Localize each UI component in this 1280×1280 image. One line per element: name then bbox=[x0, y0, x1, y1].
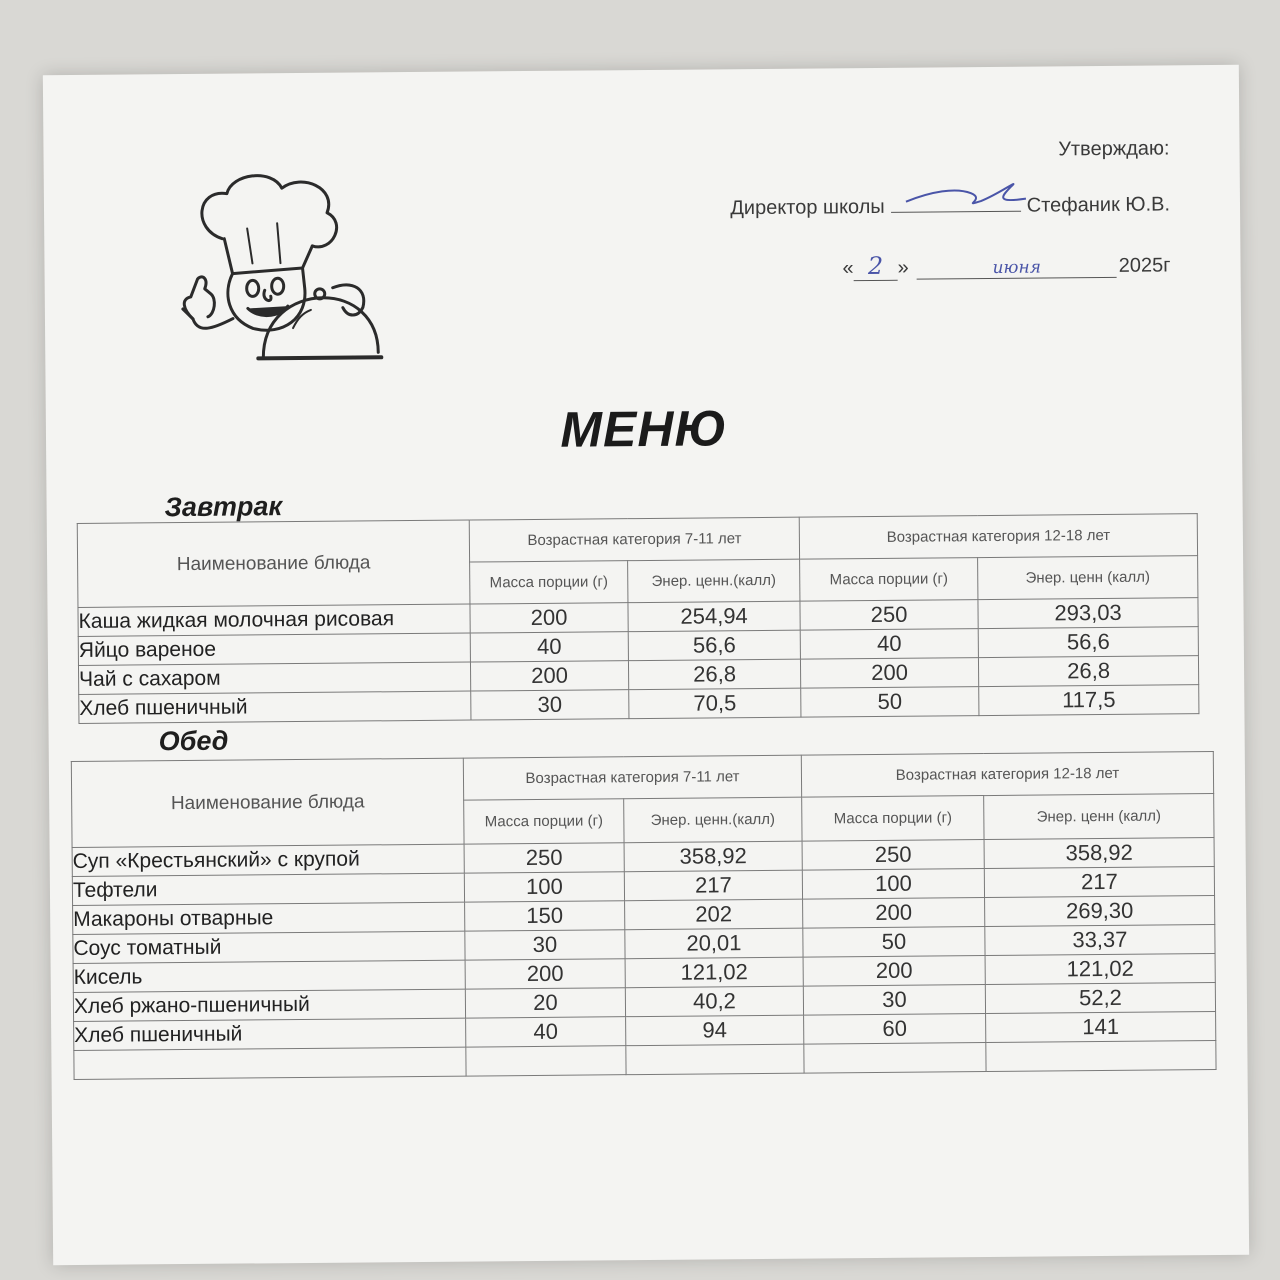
mass-12-18: 100 bbox=[802, 869, 984, 900]
energy-12-18-header: Энер. ценн (калл) bbox=[984, 794, 1214, 840]
energy-7-11-header: Энер. ценн.(калл) bbox=[628, 559, 800, 602]
energy-7-11: 217 bbox=[624, 870, 802, 901]
mass-12-18: 250 bbox=[802, 840, 984, 871]
dish-name: Чай с сахаром bbox=[78, 662, 470, 694]
energy-12-18: 141 bbox=[986, 1012, 1216, 1043]
energy-7-11: 254,94 bbox=[628, 601, 800, 632]
mass-7-11: 150 bbox=[465, 901, 625, 931]
energy-7-11-header: Энер. ценн.(калл) bbox=[624, 797, 802, 843]
mass-7-11-header: Масса порции (г) bbox=[464, 799, 624, 844]
mass-7-11: 40 bbox=[470, 632, 628, 662]
energy-12-18: 52,2 bbox=[985, 983, 1215, 1014]
mass-7-11: 40 bbox=[466, 1017, 626, 1047]
dish-name-header: Наименование блюда bbox=[77, 520, 470, 607]
energy-12-18: 121,02 bbox=[985, 954, 1215, 985]
empty-cell bbox=[466, 1046, 626, 1076]
dish-name: Тефтели bbox=[72, 873, 464, 905]
energy-12-18: 217 bbox=[984, 867, 1214, 898]
lunch-title: Обед bbox=[158, 725, 229, 757]
energy-12-18: 293,03 bbox=[978, 598, 1198, 629]
energy-7-11: 358,92 bbox=[624, 841, 802, 872]
dish-name: Яйцо вареное bbox=[78, 633, 470, 665]
energy-12-18: 358,92 bbox=[984, 838, 1214, 869]
director-name: Стефаник Ю.В. bbox=[1026, 193, 1171, 217]
empty-cell bbox=[804, 1043, 986, 1074]
mass-7-11: 250 bbox=[464, 843, 624, 873]
energy-7-11: 20,01 bbox=[625, 928, 803, 959]
mass-12-18: 200 bbox=[800, 658, 978, 689]
mass-12-18: 50 bbox=[801, 687, 979, 718]
mass-12-18-header: Масса порции (г) bbox=[802, 796, 984, 842]
mass-12-18: 40 bbox=[800, 629, 978, 660]
energy-12-18: 56,6 bbox=[978, 627, 1198, 658]
breakfast-title: Завтрак bbox=[164, 491, 283, 523]
empty-cell bbox=[626, 1044, 804, 1075]
dish-name: Суп «Крестьянский» с крупой bbox=[72, 844, 464, 876]
mass-7-11: 30 bbox=[471, 690, 629, 720]
mass-7-11: 200 bbox=[465, 959, 625, 989]
energy-12-18: 33,37 bbox=[985, 925, 1215, 956]
mass-7-11: 20 bbox=[465, 988, 625, 1018]
signature-line bbox=[891, 195, 1021, 213]
dish-name: Соус томатный bbox=[73, 931, 465, 963]
chef-illustration bbox=[152, 167, 394, 369]
date-year: 2025г bbox=[1118, 254, 1171, 277]
age-group-12-18-header: Возрастная категория 12-18 лет bbox=[801, 752, 1213, 798]
date-month: июня bbox=[917, 257, 1117, 280]
energy-7-11: 94 bbox=[626, 1015, 804, 1046]
page-title: МЕНЮ bbox=[560, 400, 728, 458]
age-group-7-11-header: Возрастная категория 7-11 лет bbox=[463, 755, 801, 800]
dish-name-header: Наименование блюда bbox=[71, 758, 464, 847]
age-group-12-18-header: Возрастная категория 12-18 лет bbox=[799, 514, 1197, 559]
energy-7-11: 121,02 bbox=[625, 957, 803, 988]
energy-12-18: 26,8 bbox=[978, 656, 1198, 687]
mass-12-18: 200 bbox=[803, 898, 985, 929]
energy-7-11: 202 bbox=[625, 899, 803, 930]
approval-block bbox=[609, 137, 1170, 310]
energy-12-18: 117,5 bbox=[979, 685, 1199, 716]
approve-label: Утверждаю: bbox=[1058, 137, 1170, 161]
lunch-table bbox=[71, 751, 1217, 1080]
date-day: 2 bbox=[853, 252, 897, 281]
signature-scribble bbox=[900, 173, 1030, 214]
mass-7-11: 30 bbox=[465, 930, 625, 960]
mass-7-11-header: Масса порции (г) bbox=[470, 561, 628, 604]
mass-12-18: 200 bbox=[803, 956, 985, 987]
mass-12-18: 30 bbox=[803, 985, 985, 1016]
mass-12-18: 250 bbox=[800, 600, 978, 631]
mass-7-11: 200 bbox=[470, 661, 628, 691]
position-label: Директор школы bbox=[730, 195, 885, 220]
mass-7-11: 100 bbox=[464, 872, 624, 902]
age-group-7-11-header: Возрастная категория 7-11 лет bbox=[469, 517, 799, 562]
energy-7-11: 70,5 bbox=[629, 688, 801, 719]
empty-cell bbox=[986, 1041, 1216, 1072]
dish-name: Кисель bbox=[73, 960, 465, 992]
date-open-quote: « bbox=[842, 257, 854, 280]
mass-12-18: 60 bbox=[804, 1014, 986, 1045]
empty-cell bbox=[74, 1047, 466, 1079]
menu-sheet bbox=[43, 65, 1249, 1265]
energy-12-18-header: Энер. ценн (калл) bbox=[978, 556, 1198, 600]
dish-name: Хлеб ржано-пшеничный bbox=[73, 989, 465, 1021]
energy-7-11: 40,2 bbox=[625, 986, 803, 1017]
mass-12-18: 50 bbox=[803, 927, 985, 958]
dish-name: Хлеб пшеничный bbox=[79, 691, 471, 723]
energy-12-18: 269,30 bbox=[985, 896, 1215, 927]
date-close-quote: » bbox=[897, 256, 909, 279]
dish-name: Макароны отварные bbox=[73, 902, 465, 934]
energy-7-11: 26,8 bbox=[628, 659, 800, 690]
mass-12-18-header: Масса порции (г) bbox=[800, 558, 978, 602]
breakfast-table bbox=[77, 513, 1200, 724]
dish-name: Каша жидкая молочная рисовая bbox=[78, 604, 470, 636]
energy-7-11: 56,6 bbox=[628, 630, 800, 661]
mass-7-11: 200 bbox=[470, 603, 628, 633]
dish-name: Хлеб пшеничный bbox=[74, 1018, 466, 1050]
